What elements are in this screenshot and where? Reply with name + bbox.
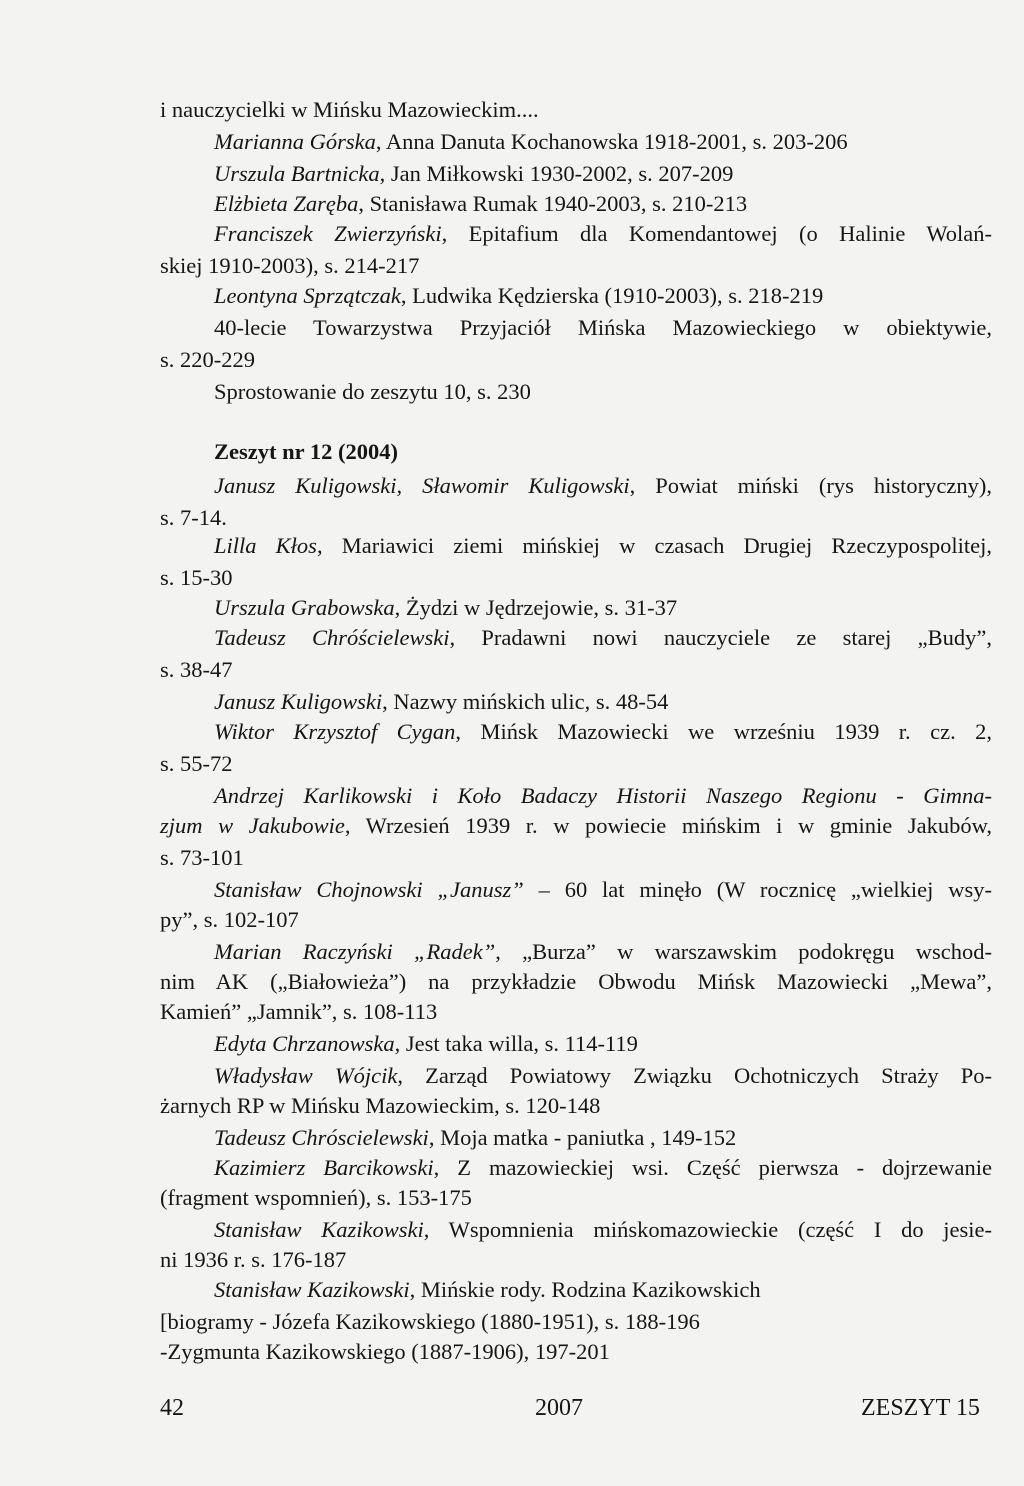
entry-text: Zeszyt nr 12 (2004)	[214, 439, 398, 464]
entry-line	[214, 875, 992, 905]
entry-line	[214, 531, 992, 561]
entry-text: , Jest taka willa, s. 114-119	[394, 1031, 638, 1056]
entry-line	[160, 345, 992, 375]
entry-text: s. 38-47	[160, 657, 233, 682]
entry-line	[214, 1153, 992, 1183]
entry-text: i nauczycielki w Mińsku Mazowieckim....	[160, 97, 539, 122]
entry-text: , Anna Danuta Kochanowska 1918-2001, s. 203-206	[375, 129, 848, 154]
entry-text: , Wspomnienia mińskomazowieckie (część I do jesie-	[423, 1217, 992, 1242]
entry-text: , Nazwy mińskich ulic, s. 48-54	[382, 689, 669, 714]
entry-text: [biogramy - Józefa Kazikowskiego (1880-1951), s. 188-196	[160, 1309, 700, 1334]
entry-line	[214, 1029, 992, 1059]
entry-line	[160, 251, 992, 281]
entry-line	[160, 1245, 992, 1275]
author-name: Leontyna Sprzątczak	[214, 283, 401, 308]
entry-line	[160, 811, 992, 841]
entry-line	[214, 189, 992, 219]
entry-text: nim AK („Białowieża”) na przykładzie Obwodu Mińsk Mazowiecki „Mewa”,	[160, 969, 992, 994]
entry-line	[214, 593, 992, 623]
entry-text: , Z mazowieckiej wsi. Część pierwsza - dojrzewanie	[433, 1155, 993, 1180]
entry-text: – 60 lat minęło (W rocznicę „wielkiej wsy-	[523, 877, 992, 902]
entry-line	[214, 281, 992, 311]
author-name: Kazimierz Barcikowski	[214, 1155, 434, 1180]
author-name: Edyta Chrzanowska	[214, 1031, 395, 1056]
entry-line	[160, 503, 992, 533]
page-number: 42	[160, 1395, 184, 1421]
entry-text: żarnych RP w Mińsku Mazowieckim, s. 120-148	[160, 1093, 601, 1118]
entry-line	[160, 1307, 992, 1337]
author-name: Stanisław Chojnowski „Janusz”	[214, 877, 524, 902]
entry-text: , Wrzesień 1939 r. w powiecie mińskim i w gminie Jakubów,	[344, 813, 992, 838]
author-name: Tadeusz Chróścielewski	[214, 625, 450, 650]
entry-text: s. 7-14.	[160, 505, 227, 530]
entry-text: , Powiat miński (rys historyczny),	[629, 473, 992, 498]
entry-text: , Moja matka - paniutka , 149-152	[428, 1125, 737, 1150]
author-name: Stanisław Kazikowski	[214, 1217, 424, 1242]
author-name: Marianna Górska	[214, 129, 376, 154]
entry-text: , Epitafium dla Komendantowej (o Halinie Wolań-	[441, 221, 992, 246]
entry-text: s. 220-229	[160, 347, 255, 372]
author-name: Janusz Kuligowski	[214, 689, 383, 714]
entry-line	[214, 159, 992, 189]
entry-line	[160, 655, 992, 685]
entry-line	[160, 1337, 992, 1367]
entry-text: s. 73-101	[160, 845, 244, 870]
entry-text: 40-lecie Towarzystwa Przyjaciół Mińska Mazowieckiego w obiektywie,	[214, 315, 992, 340]
entry-line	[214, 717, 992, 747]
entry-text: , Ludwika Kędzierska (1910-2003), s. 218-219	[400, 283, 824, 308]
entry-text: s. 55-72	[160, 751, 233, 776]
entry-line	[160, 997, 992, 1027]
entry-text: , Jan Miłkowski 1930-2002, s. 207-209	[379, 161, 734, 186]
section-heading	[214, 437, 992, 467]
entry-text: ni 1936 r. s. 176-187	[160, 1247, 347, 1272]
author-name: Elżbieta Zaręba	[214, 191, 359, 216]
entry-line	[160, 1183, 992, 1213]
entry-line	[160, 967, 992, 997]
author-name: Franciszek Zwierzyński	[214, 221, 442, 246]
entry-line	[214, 687, 992, 717]
entry-line	[214, 127, 992, 157]
entry-text: skiej 1910-2003), s. 214-217	[160, 253, 420, 278]
entry-line	[214, 623, 992, 653]
entry-text: Kamień” „Jamnik”, s. 108-113	[160, 999, 438, 1024]
author-name: Władysław Wójcik	[214, 1063, 398, 1088]
entry-line	[214, 1123, 992, 1153]
entry-text: -Zygmunta Kazikowskiego (1887-1906), 197-201	[160, 1339, 610, 1364]
entry-text: , Żydzi w Jędrzejowie, s. 31-37	[394, 595, 678, 620]
footer-issue: ZESZYT 15	[861, 1395, 980, 1421]
author-name: Marian Raczyński „Radek”	[214, 939, 496, 964]
entry-line	[214, 219, 992, 249]
entry-line	[214, 471, 992, 501]
entry-line	[160, 749, 992, 779]
author-name: Andrzej Karlikowski i Koło Badaczy Historii Naszego Regionu - Gimna-	[214, 783, 992, 808]
entry-line	[214, 937, 992, 967]
entry-text: , Zarząd Powiatowy Związku Ochotniczych Straży Po-	[397, 1063, 992, 1088]
entry-text: , Mińsk Mazowiecki we wrześniu 1939 r. cz. 2,	[455, 719, 993, 744]
entry-line	[214, 377, 992, 407]
footer-year: 2007	[535, 1395, 583, 1421]
entry-text: (fragment wspomnień), s. 153-175	[160, 1185, 472, 1210]
author-name: Tadeusz Chróscielewski	[214, 1125, 429, 1150]
entry-text: Sprostowanie do zeszytu 10, s. 230	[214, 379, 531, 404]
entry-line	[214, 1275, 992, 1305]
author-name: Stanisław Kazikowski	[214, 1277, 410, 1302]
author-name: Lilla Kłos	[214, 533, 317, 558]
entry-text: , „Burza” w warszawskim podokręgu wschod-	[495, 939, 993, 964]
entry-line	[214, 1215, 992, 1245]
entry-line	[160, 1091, 992, 1121]
entry-line	[214, 781, 992, 811]
author-name: Janusz Kuligowski, Sławomir Kuligowski	[214, 473, 630, 498]
entry-text: , Pradawni nowi nauczyciele ze starej „Budy”,	[449, 625, 992, 650]
entry-line	[160, 563, 992, 593]
entry-line	[160, 843, 992, 873]
entry-text: , Mariawici ziemi mińskiej w czasach Drugiej Rzeczypospolitej,	[316, 533, 992, 558]
entry-line	[160, 95, 992, 125]
author-name: zjum w Jakubowie	[160, 813, 345, 838]
entry-text: , Stanisława Rumak 1940-2003, s. 210-213	[358, 191, 748, 216]
author-name: Wiktor Krzysztof Cygan	[214, 719, 456, 744]
entry-line	[214, 313, 992, 343]
entry-line	[160, 905, 992, 935]
entry-text: s. 15-30	[160, 565, 233, 590]
author-name: Urszula Bartnicka	[214, 161, 380, 186]
entry-text: py”, s. 102-107	[160, 907, 299, 932]
author-name: Urszula Grabowska	[214, 595, 395, 620]
entry-line	[214, 1061, 992, 1091]
entry-text: , Mińskie rody. Rodzina Kazikowskich	[409, 1277, 761, 1302]
